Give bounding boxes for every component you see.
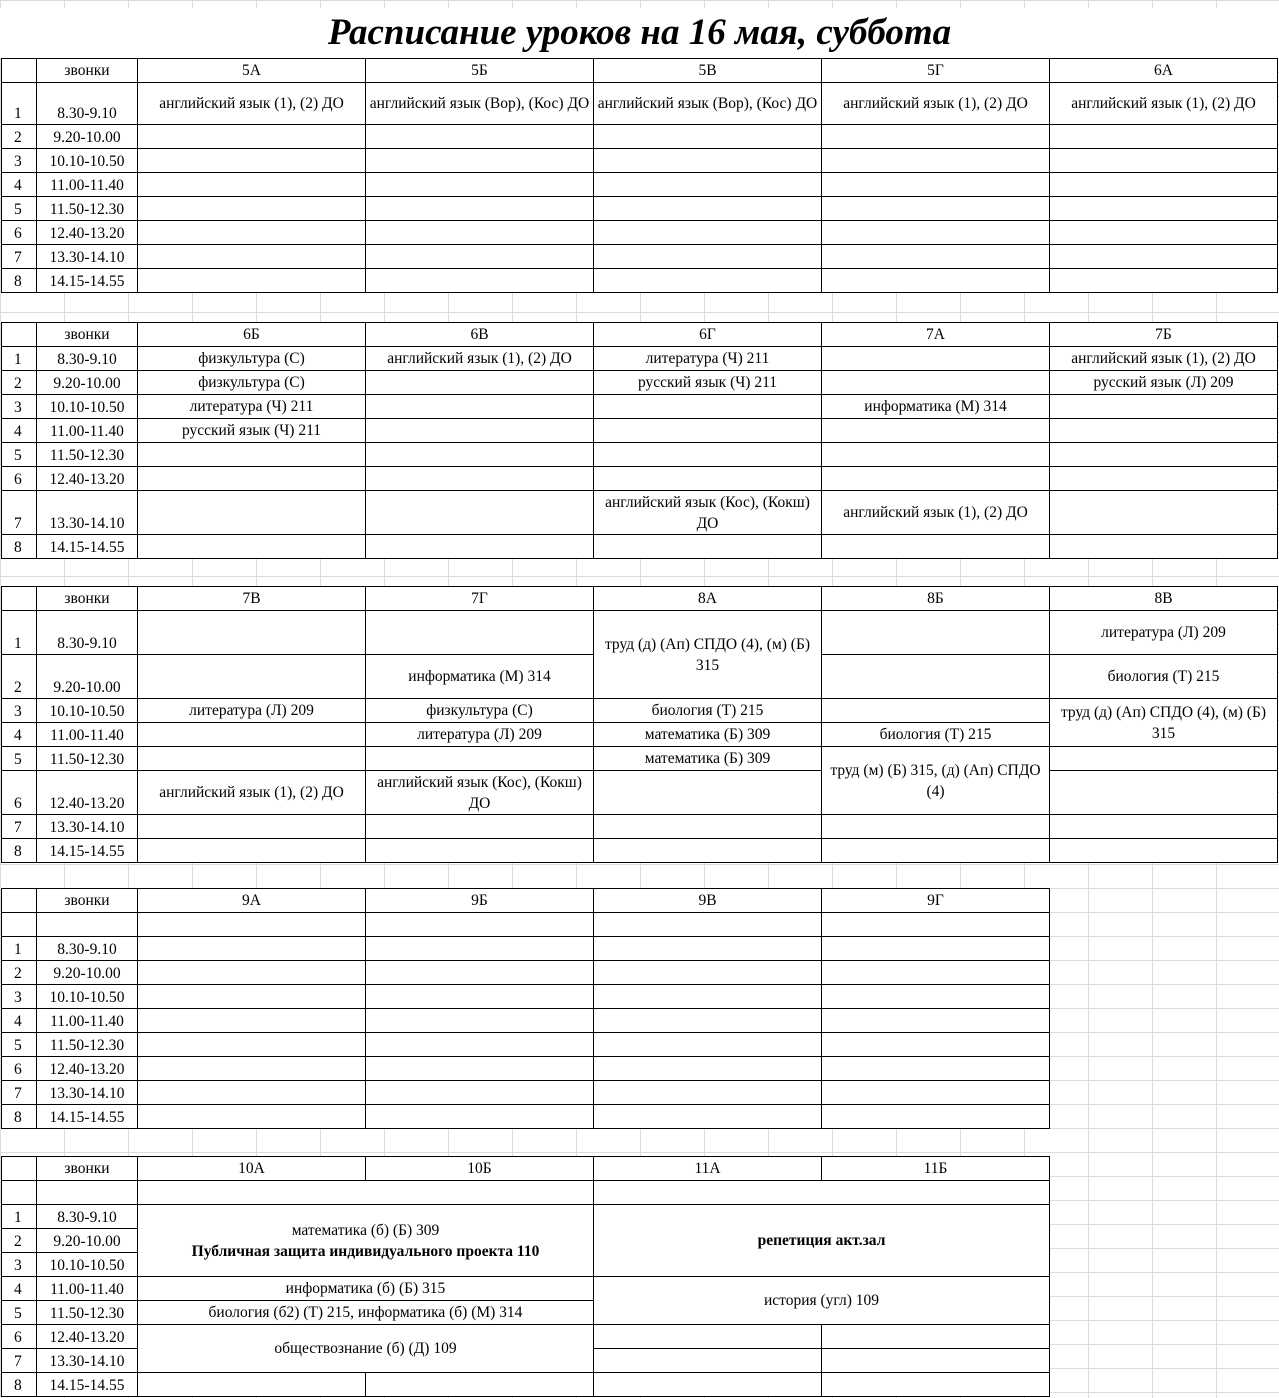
lesson-number: 1 [2, 611, 37, 655]
bells-header: звонки [37, 1157, 138, 1181]
lesson-cell: физкультура (С) [138, 371, 366, 395]
lesson-cell: биология (б2) (Т) 215, информатика (б) (М) 314 [138, 1301, 594, 1325]
lesson-number: 3 [2, 1253, 37, 1277]
lesson-cell: физкультура (С) [366, 699, 594, 723]
lesson-number: 4 [2, 1277, 37, 1301]
lesson-number: 3 [2, 395, 37, 419]
lesson-number: 8 [2, 535, 37, 559]
bell-time: 11.00-11.40 [37, 1277, 138, 1301]
class-header-9v: 9В [594, 889, 822, 913]
lesson-cell: английский язык (1), (2) ДО [822, 83, 1050, 125]
class-header-11a: 11А [594, 1157, 822, 1181]
bell-time: 14.15-14.55 [37, 1105, 138, 1129]
lesson-number: 4 [2, 173, 37, 197]
bell-time: 11.50-12.30 [37, 443, 138, 467]
bell-time: 12.40-13.20 [37, 771, 138, 815]
lesson-cell: биология (Т) 215 [822, 723, 1050, 747]
class-header-6b: 6Б [138, 323, 366, 347]
lesson-cell: физкультура (С) [138, 347, 366, 371]
lesson-number: 3 [2, 149, 37, 173]
bell-time: 12.40-13.20 [37, 1057, 138, 1081]
corner-cell [2, 323, 37, 347]
lesson-cell: русский язык (Л) 209 [1050, 371, 1278, 395]
class-header-10a: 10А [138, 1157, 366, 1181]
bell-time: 11.50-12.30 [37, 1301, 138, 1325]
lesson-cell: математика (Б) 309 [594, 723, 822, 747]
bell-time: 8.30-9.10 [37, 347, 138, 371]
bell-time: 10.10-10.50 [37, 699, 138, 723]
bell-time: 9.20-10.00 [37, 125, 138, 149]
lesson-cell: труд (д) (Ап) СПДО (4), (м) (Б) 315 [1050, 699, 1278, 747]
lesson-number: 5 [2, 1033, 37, 1057]
lesson-cell: труд (м) (Б) 315, (д) (Ап) СПДО (4) [822, 747, 1050, 815]
lesson-cell: информатика (М) 314 [822, 395, 1050, 419]
schedule-table-10-11 [1, 1156, 1050, 1397]
corner-cell [2, 1157, 37, 1181]
bell-time: 14.15-14.55 [37, 269, 138, 293]
lesson-number: 3 [2, 699, 37, 723]
lesson-number: 2 [2, 961, 37, 985]
lesson-cell: математика (Б) 309 [594, 747, 822, 771]
lesson-cell: английский язык (Кос), (Кокш) ДО [366, 771, 594, 815]
bell-time: 9.20-10.00 [37, 655, 138, 699]
bell-time: 8.30-9.10 [37, 83, 138, 125]
bells-header: звонки [37, 59, 138, 83]
lesson-cell: английский язык (1), (2) ДО [138, 771, 366, 815]
lesson-cell: информатика (б) (Б) 315 [138, 1277, 594, 1301]
lesson-cell-11-merged: репетиция акт.зал [594, 1205, 1050, 1277]
bell-time: 11.50-12.30 [37, 1033, 138, 1057]
lesson-number: 8 [2, 1373, 37, 1397]
lesson-cell: английский язык (1), (2) ДО [1050, 347, 1278, 371]
corner-cell [2, 587, 37, 611]
lesson-number: 1 [2, 83, 37, 125]
bell-time: 12.40-13.20 [37, 1325, 138, 1349]
lesson-number: 2 [2, 125, 37, 149]
class-header-7g: 7Г [366, 587, 594, 611]
bell-time: 8.30-9.10 [37, 611, 138, 655]
bell-time: 10.10-10.50 [37, 149, 138, 173]
lesson-cell: английский язык (Кос), (Кокш) ДО [594, 491, 822, 535]
bell-time: 11.00-11.40 [37, 723, 138, 747]
lesson-number: 6 [2, 771, 37, 815]
bell-time: 11.00-11.40 [37, 173, 138, 197]
lesson-number: 6 [2, 1057, 37, 1081]
class-header-6v: 6В [366, 323, 594, 347]
lesson-number: 8 [2, 1105, 37, 1129]
lesson-cell: английский язык (1), (2) ДО [138, 83, 366, 125]
bell-time: 13.30-14.10 [37, 1081, 138, 1105]
bell-time: 12.40-13.20 [37, 467, 138, 491]
lesson-number: 5 [2, 747, 37, 771]
lesson-number: 4 [2, 723, 37, 747]
bell-time: 14.15-14.55 [37, 535, 138, 559]
lesson-number: 2 [2, 371, 37, 395]
bell-time: 11.50-12.30 [37, 197, 138, 221]
lesson-number: 6 [2, 1325, 37, 1349]
schedule-table-6b-7b [1, 322, 1278, 559]
lesson-number: 8 [2, 839, 37, 863]
lesson-number: 7 [2, 1349, 37, 1373]
lesson-cell: русский язык (Ч) 211 [594, 371, 822, 395]
lesson-number: 6 [2, 467, 37, 491]
lesson-cell: английский язык (Вор), (Кос) ДО [366, 83, 594, 125]
bells-header: звонки [37, 323, 138, 347]
bell-time: 13.30-14.10 [37, 245, 138, 269]
bell-time: 13.30-14.10 [37, 815, 138, 839]
lesson-cell: литература (Ч) 211 [594, 347, 822, 371]
lesson-number: 4 [2, 419, 37, 443]
lesson-line-bold: Публичная защита индивидуального проекта 110 [191, 1242, 540, 1260]
schedule-table-5a-6a [1, 58, 1278, 293]
lesson-cell: литература (Ч) 211 [138, 395, 366, 419]
class-header-10b: 10Б [366, 1157, 594, 1181]
bell-time: 11.00-11.40 [37, 419, 138, 443]
lesson-number: 5 [2, 197, 37, 221]
lesson-number: 1 [2, 1205, 37, 1229]
lesson-number: 2 [2, 1229, 37, 1253]
class-header-5a: 5А [138, 59, 366, 83]
class-header-6a: 6А [1050, 59, 1278, 83]
lesson-number: 5 [2, 443, 37, 467]
page-title: Расписание уроков на 16 мая, суббота [0, 8, 1279, 58]
lesson-number: 7 [2, 1081, 37, 1105]
lesson-cell: английский язык (1), (2) ДО [1050, 83, 1278, 125]
lesson-cell: литература (Л) 209 [366, 723, 594, 747]
bell-time: 12.40-13.20 [37, 221, 138, 245]
corner-cell [2, 889, 37, 913]
bell-time: 14.15-14.55 [37, 839, 138, 863]
lesson-cell: английский язык (1), (2) ДО [366, 347, 594, 371]
lesson-number: 2 [2, 655, 37, 699]
bell-time: 10.10-10.50 [37, 985, 138, 1009]
lesson-cell: биология (Т) 215 [594, 699, 822, 723]
lesson-number: 8 [2, 269, 37, 293]
bell-time: 9.20-10.00 [37, 371, 138, 395]
bell-time: 8.30-9.10 [37, 937, 138, 961]
lesson-cell: английский язык (Вор), (Кос) ДО [594, 83, 822, 125]
lesson-number: 3 [2, 985, 37, 1009]
class-header-5g: 5Г [822, 59, 1050, 83]
bells-header: звонки [37, 889, 138, 913]
class-header-9a: 9А [138, 889, 366, 913]
bells-header: звонки [37, 587, 138, 611]
bell-time: 10.10-10.50 [37, 1253, 138, 1277]
class-header-6g: 6Г [594, 323, 822, 347]
bell-time: 9.20-10.00 [37, 1229, 138, 1253]
lesson-number: 7 [2, 491, 37, 535]
bell-time: 9.20-10.00 [37, 961, 138, 985]
bell-time: 11.00-11.40 [37, 1009, 138, 1033]
lesson-number: 7 [2, 245, 37, 269]
lesson-cell: труд (д) (Ап) СПДО (4), (м) (Б) 315 [594, 611, 822, 699]
lesson-cell: биология (Т) 215 [1050, 655, 1278, 699]
lesson-number: 6 [2, 221, 37, 245]
lesson-cell: русский язык (Ч) 211 [138, 419, 366, 443]
class-header-5v: 5В [594, 59, 822, 83]
class-header-9b: 9Б [366, 889, 594, 913]
lesson-cell: история (угл) 109 [594, 1277, 1050, 1325]
schedule-table-9 [1, 888, 1050, 1129]
class-header-8v: 8В [1050, 587, 1278, 611]
lesson-number: 1 [2, 347, 37, 371]
bell-time: 13.30-14.10 [37, 1349, 138, 1373]
bell-time: 13.30-14.10 [37, 491, 138, 535]
lesson-cell: литература (Л) 209 [138, 699, 366, 723]
corner-cell [2, 59, 37, 83]
class-header-9g: 9Г [822, 889, 1050, 913]
class-header-7a: 7А [822, 323, 1050, 347]
lesson-number: 7 [2, 815, 37, 839]
lesson-number: 1 [2, 937, 37, 961]
lesson-cell: английский язык (1), (2) ДО [822, 491, 1050, 535]
bell-time: 11.50-12.30 [37, 747, 138, 771]
lesson-cell: литература (Л) 209 [1050, 611, 1278, 655]
lesson-cell: информатика (М) 314 [366, 655, 594, 699]
schedule-table-7v-8v [1, 586, 1278, 863]
bell-time: 8.30-9.10 [37, 1205, 138, 1229]
class-header-5b: 5Б [366, 59, 594, 83]
lesson-line: математика (б) (Б) 309 [291, 1221, 440, 1239]
lesson-number: 5 [2, 1301, 37, 1325]
lesson-number: 4 [2, 1009, 37, 1033]
lesson-cell: обществознание (б) (Д) 109 [138, 1325, 594, 1373]
class-header-7v: 7В [138, 587, 366, 611]
class-header-8a: 8А [594, 587, 822, 611]
class-header-11b: 11Б [822, 1157, 1050, 1181]
class-header-7b: 7Б [1050, 323, 1278, 347]
class-header-8b: 8Б [822, 587, 1050, 611]
bell-time: 14.15-14.55 [37, 1373, 138, 1397]
bell-time: 10.10-10.50 [37, 395, 138, 419]
lesson-cell-10-merged [138, 1205, 594, 1277]
